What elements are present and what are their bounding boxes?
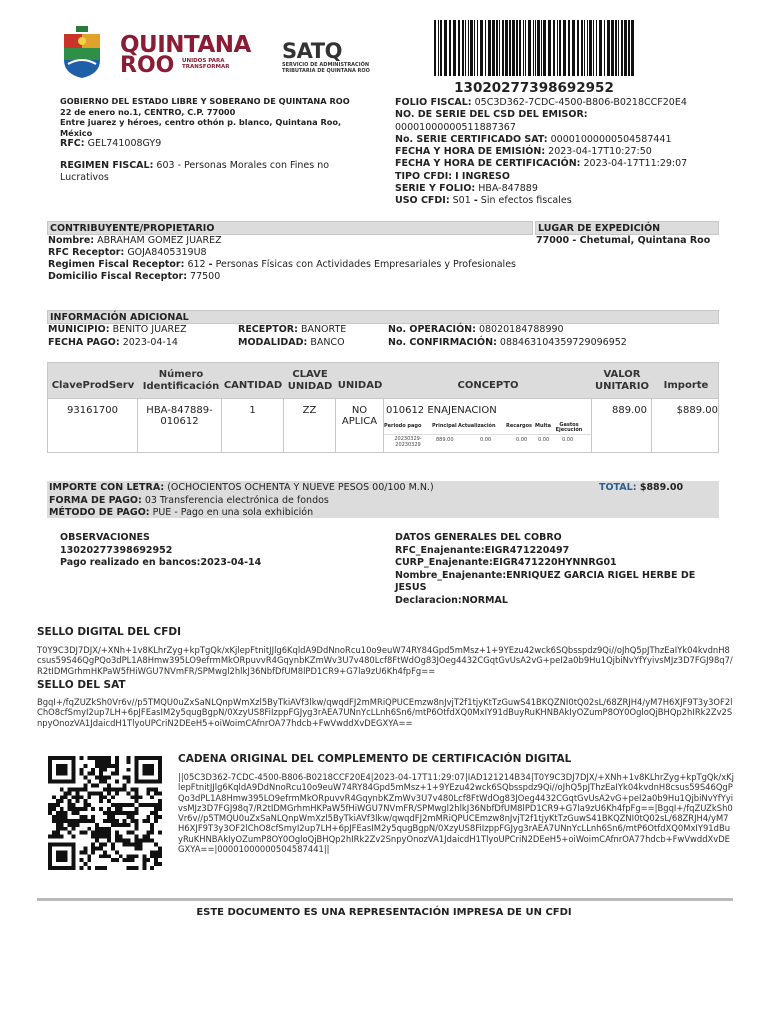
td-unidad-1: NO xyxy=(351,405,368,416)
datos-cobro xyxy=(395,532,725,607)
brand-line2: ROO xyxy=(120,53,175,78)
th-valor xyxy=(592,369,652,393)
modalidad-value: BANCO xyxy=(310,336,345,348)
certificacion-value: 2023-04-17T11:29:07 xyxy=(583,158,688,170)
folio-label: FOLIO FISCAL: xyxy=(395,97,472,108)
sub-h-periodo: Periodo pago xyxy=(384,423,422,429)
observaciones-title: OBSERVACIONES xyxy=(60,532,150,543)
td-cantidad: 1 xyxy=(222,399,284,452)
cobro-title: DATOS GENERALES DEL COBRO xyxy=(395,532,562,543)
sello-sat-text: BgqI+/fqZUZkSh0Vr6v//p5TMQU0uZxSaNLQnpWmXzl5ByTkiAVf3lkw/qwqdFJ2mMRiQPUCEmzw8nJvjT2f1tjyKtTzGuwS41BKQZNI0tQ02sL/68ZRJH4/yM7H6XJF9T3y3OF2lChO8cfSmyI2up7LH+6pJFEasIM2y5qugBgpN/0XzyUS8FiIzppFGJyg3rAEA7UNnYcLLnh6Sn6/mtP6OtfdXQ0MxIY91dBuyRuKHNBAkIyOZumP8OY0OgloQjBHQp2hIRk2Zv2SnpyOnozVA1JdaicdH1TlyoUPCriN2DEeH5+oiWoimCAfnrOA77hdcb+FwVwddXvDEGXYA== xyxy=(37,697,733,728)
sub-periodo-1: 20230329- xyxy=(394,436,422,442)
cobro-nombre: Nombre_Enajenante:ENRIQUEZ GARCIA RIGEL HERBE DE JESUS xyxy=(395,569,696,593)
sub-h-gastos xyxy=(554,423,584,433)
serie-value: HBA-847889 xyxy=(478,183,538,195)
emisor-info xyxy=(60,96,350,184)
sub-h-multa: Multa xyxy=(535,423,552,429)
state-emblem-icon xyxy=(62,26,102,78)
td-valor: 889.00 xyxy=(592,399,652,452)
uso-value: S01 xyxy=(452,195,471,207)
table-row xyxy=(47,399,719,453)
csd-value: 00001000000511887367 xyxy=(395,121,516,133)
sub-actualizacion: 0.00 xyxy=(480,437,492,443)
emisor-regimen-value: 603 - Personas Morales con Fines no Lucrativos xyxy=(60,159,330,183)
serie-label: SERIE Y FOLIO: xyxy=(395,183,476,195)
letra-label: IMPORTE CON LETRA: xyxy=(49,482,165,493)
quintana-roo-logo xyxy=(120,34,265,76)
cobro-declaracion: Declaracion:NORMAL xyxy=(395,594,508,606)
sat-subtitle-2: TRIBUTARIA DE QUINTANA ROO xyxy=(282,68,370,74)
fiscal-info: FOLIO FISCAL: 05C3D362-7CDC-4500-B806-B0218CCF20E4 NO. DE SERIE DEL CSD DEL EMISOR: 00001000000511887367 No. SERIE CERTIFICADO SAT: 00001000000504587441 FECHA Y HORA DE EMISIÓN: 2023-04-17T10:27:50 FECHA Y HORA DE CERTIFICACIÓN: 2023-04-17T11:29:07 TIPO CFDI: I INGRESO SERIE Y FOLIO: HBA-847889 USO CFDI: S01 - Sin efectos fiscales xyxy=(395,97,725,208)
uso-label: USO CFDI: xyxy=(395,195,450,207)
th-num-id-2: Identificación xyxy=(142,381,220,392)
th-concepto: CONCEPTO xyxy=(457,380,519,391)
rfc-receptor-value: GOJA8405319U8 xyxy=(127,247,207,258)
municipio-label: MUNICIPIO: xyxy=(48,324,110,335)
nombre-value: ABRAHAM GOMEZ JUAREZ xyxy=(97,235,222,246)
sub-h-gastos-2: Ejecución xyxy=(555,427,583,433)
confirmacion-label: No. CONFIRMACIÓN: xyxy=(388,336,497,348)
contribuyente-info: Nombre: ABRAHAM GOMEZ JUAREZ RFC Receptor: GOJA8405319U8 Regimen Fiscal Receptor: 612 - Personas Físicas con Actividades Empresariales y Profesionales Domicilio Fiscal Receptor: 77500 xyxy=(48,235,516,282)
td-num-id-2: 010612 xyxy=(160,416,199,427)
certificacion-label: FECHA Y HORA DE CERTIFICACIÓN: xyxy=(395,158,581,170)
cadena-title: CADENA ORIGINAL DEL COMPLEMENTO DE CERTIFICACIÓN DIGITAL xyxy=(178,753,572,765)
qr-code-icon xyxy=(48,756,162,870)
observaciones-line-2: Pago realizado en bancos:2023-04-14 xyxy=(60,557,262,568)
domicilio-label: Domicilio Fiscal Receptor: xyxy=(48,271,187,282)
receptor-label: RECEPTOR: xyxy=(238,324,298,335)
regimen-receptor-value: Personas Físicas con Actividades Empresariales y Profesionales xyxy=(215,259,516,270)
sat-subtitle-1: SERVICIO DE ADMINISTRACIÓN xyxy=(282,62,370,68)
totals-section xyxy=(47,481,719,518)
sub-h-principal: Principal xyxy=(432,423,457,429)
emisor-org: GOBIERNO DEL ESTADO LIBRE Y SOBERANO DE QUINTANA ROO xyxy=(60,96,350,106)
emisor-address-3: México xyxy=(60,127,93,138)
uso-desc: Sin efectos fiscales xyxy=(480,195,572,207)
brand-tagline: UNIDOS PARA TRANSFORMAR xyxy=(182,58,230,70)
total-label: TOTAL: xyxy=(599,482,637,493)
rfc-receptor-label: RFC Receptor: xyxy=(48,247,125,258)
th-clave-prod: ClaveProdServ xyxy=(51,380,135,391)
cert-sat-label: No. SERIE CERTIFICADO SAT: xyxy=(395,133,548,145)
emisor-rfc xyxy=(60,139,350,150)
lugar-value: 77000 - Chetumal, Quintana Roo xyxy=(536,235,711,246)
regimen-receptor-label: Regimen Fiscal Receptor: xyxy=(48,259,185,270)
th-clave-unidad-1: CLAVE xyxy=(292,369,328,380)
sub-h-actualizacion: Actualización xyxy=(458,423,496,429)
td-clave-unidad: ZZ xyxy=(284,399,336,452)
regimen-receptor-code: 612 xyxy=(187,259,206,270)
th-num-id-1: Número xyxy=(158,369,204,380)
th-importe: Importe xyxy=(663,380,709,391)
receptor-value: BANORTE xyxy=(300,324,347,335)
letra-value: (OCHOCIENTOS OCHENTA Y NUEVE PESOS 00/100 M.N.) xyxy=(167,482,434,493)
periodo-subtable xyxy=(384,423,591,448)
tipo-value: I INGRESO xyxy=(455,170,510,182)
td-concepto: 010612 ENAJENACION xyxy=(384,399,592,452)
fecha-pago-label: FECHA PAGO: xyxy=(48,336,120,348)
sub-multa: 0.00 xyxy=(538,437,550,443)
td-unidad-2: APLICA xyxy=(341,416,378,427)
fecha-pago-value: 2023-04-14 xyxy=(122,336,178,348)
td-importe: $889.00 xyxy=(676,405,718,416)
sub-periodo xyxy=(384,437,432,448)
folio-value: 05C3D362-7CDC-4500-B806-B0218CCF20E4 xyxy=(474,97,687,108)
td-num-id-1: HBA-847889- xyxy=(146,405,213,416)
cobro-curp: CURP_Enajenante:EIGR471220HYNNRG01 xyxy=(395,557,617,568)
barcode-icon xyxy=(434,20,634,76)
emisor-address-1: 22 de enero no.1, CENTRO, C.P. 77000 xyxy=(60,106,236,117)
emisor-regimen xyxy=(60,160,350,184)
emision-value: 2023-04-17T10:27:50 xyxy=(548,146,652,158)
cert-sat-value: 00001000000504587441 xyxy=(550,133,672,145)
emision-label: FECHA Y HORA DE EMISIÓN: xyxy=(395,146,546,158)
divider xyxy=(37,898,733,901)
sub-periodo-2: 20230329 xyxy=(395,441,421,448)
csd-label: NO. DE SERIE DEL CSD DEL EMISOR: xyxy=(395,109,588,121)
cobro-rfc: RFC_Enajenante:EIGR471220497 xyxy=(395,544,570,556)
sub-recargos: 0.00 xyxy=(516,437,528,443)
municipio-value: BENITO JUAREZ xyxy=(112,324,187,335)
sub-gastos: 0.00 xyxy=(562,437,574,443)
barcode-number: 13020277398692952 xyxy=(454,80,614,96)
td-clave-prod: 93161700 xyxy=(48,399,138,452)
th-num-id xyxy=(138,369,224,393)
sello-cfdi-title: SELLO DIGITAL DEL CFDI xyxy=(37,626,182,638)
lugar-header: LUGAR DE EXPEDICIÓN xyxy=(535,221,719,235)
contribuyente-header: CONTRIBUYENTE/PROPIETARIO xyxy=(47,221,533,235)
td-unidad xyxy=(336,399,384,452)
total-value: $889.00 xyxy=(639,482,684,493)
sub-principal: 889.00 xyxy=(436,437,454,443)
th-valor-1: VALOR xyxy=(603,369,641,380)
domicilio-value: 77500 xyxy=(190,271,221,282)
operacion-label: No. OPERACIÓN: xyxy=(388,324,476,335)
metodo-label: MÉTODO DE PAGO: xyxy=(49,507,150,518)
th-cantidad: CANTIDAD xyxy=(223,380,283,391)
operacion-value: 08020184788990 xyxy=(478,324,564,335)
tipo-label: TIPO CFDI: xyxy=(395,170,453,182)
sub-h-recargos: Recargos xyxy=(506,423,533,429)
emisor-regimen-label: REGIMEN FISCAL: xyxy=(60,159,154,171)
modalidad-label: MODALIDAD: xyxy=(238,336,308,348)
th-valor-2: UNITARIO xyxy=(595,381,649,392)
observaciones-line-1: 13020277398692952 xyxy=(60,544,173,556)
sat-logo xyxy=(282,40,382,80)
nombre-label: Nombre: xyxy=(48,235,95,246)
observaciones xyxy=(60,532,360,570)
table-header xyxy=(47,362,719,399)
th-unidad: UNIDAD xyxy=(337,380,383,391)
total xyxy=(599,482,683,495)
confirmacion-value: 088463104359729096952 xyxy=(499,336,627,348)
th-clave-unidad-2: UNIDAD xyxy=(287,381,333,392)
brand-line1: QUINTANA xyxy=(120,32,251,58)
info-adicional-header: INFORMACIÓN ADICIONAL xyxy=(47,310,719,324)
sello-sat-title: SELLO DEL SAT xyxy=(37,679,126,691)
cadena-text: ||05C3D362-7CDC-4500-B806-B0218CCF20E4|2023-04-17T11:29:07|IAD121214B34|T0Y9C3DJ7DJX/+XNh+1v8KLhrZyg+kpTgQk/xKjlepFtnitJJlg6KqldA9DdNnoRcu10o9euW74RY84Gpd5mMsz+1+9YEzu42wck6SQbsspdz9Qi//oJhQ5pJThzEaIYk04kvdnH8csus59S46QgPQo3dPL1A8Hmw395LO9efrmMkORpuvvR4GqynbKZmWv3U7v480Lcf8FtWdOg83JOeg4432CGqtGvUsA2vG+peI2a0b9Hu1QjbiNvYfYyivsMJz3D7FGJ98q7/R2tIDMGrhmHKPaW5fHiWGU7NVmFR/SPMwgl2hlkJ36NbfDfUM8lPD1CR9+G7la9zU6Kh4fpFg==|BgqI+/fqZUZkSh0Vr6v//p5TMQU0uZxSaNLQnpWmXzl5ByTkiAVf3lkw/qwqdFJ2mMRiQPUCEmzw8nJvjT2f1tjyKtTzGuwS41BKQZNI0tQ02sL/68ZRJH4/yM7H6XJF9T3y3OF2lChO8cfSmyI2up7LH+6pJFEasIM2y5qugBgpN/0XzyUS8FiIzppFGJyg3rAEA7UNnYcLLnh6Sn6/mtP6OtfdXQ0MxIY91dBuyRuKHNBAkIyOZumP8OY0OgloQjBHQp2hIRk2Zv2SnpyOnozVA1JdaicdH1TlyoUPCriN2DEeH5+oiWoimCAfnrOA77hdcb+FwVwddXvDEGXYA==|00001000000504587441|| xyxy=(178,772,734,855)
sello-cfdi-text: T0Y9C3DJ7DJX/+XNh+1v8KLhrZyg+kpTgQk/xKjlepFtnitJJlg6KqldA9DdNnoRcu10o9euW74RY84Gpd5mMsz+1+9YEzu42wck6SQbsspdz9Qi//oJhQ5pJThzEaIYk04kvdnH8csus59S46QgPQo3dPL1A8Hmw395LO9efrmMkORpuvvR4GqynbKZmWv3U7v480Lcf8FtWdOg83JOeg4432CGqtGvUsA2vG+peI2a0b9Hu1QjbiNvYfYyivsMJz3D7FGJ98q7/R2tIDMGrhmHKPaW5fHiWGU7NVmFR/SPMwgl2hlkJ36NbfDfUM8lPD1CR9+G7la9zU6Kh4fpFg== xyxy=(37,645,733,676)
forma-label: FORMA DE PAGO: xyxy=(49,494,142,506)
sat-name: SATQ xyxy=(282,39,342,63)
footer-note: ESTE DOCUMENTO ES UNA REPRESENTACIÓN IMPRESA DE UN CFDI xyxy=(196,907,572,918)
metodo-value: PUE - Pago en una sola exhibición xyxy=(152,507,314,518)
forma-value: 03 Transferencia electrónica de fondos xyxy=(144,494,329,506)
emisor-address-2: Entre juarez y héroes, centro othón p. blanco, Quintana Roo, xyxy=(60,117,342,127)
emisor-rfc-label: RFC: xyxy=(60,138,85,149)
conceptos-table xyxy=(47,362,719,453)
emisor-rfc-value: GEL741008GY9 xyxy=(87,138,162,149)
td-num-id xyxy=(138,399,222,452)
th-clave-unidad xyxy=(284,369,336,393)
sub-h-gastos-1: Gastos xyxy=(559,422,579,428)
